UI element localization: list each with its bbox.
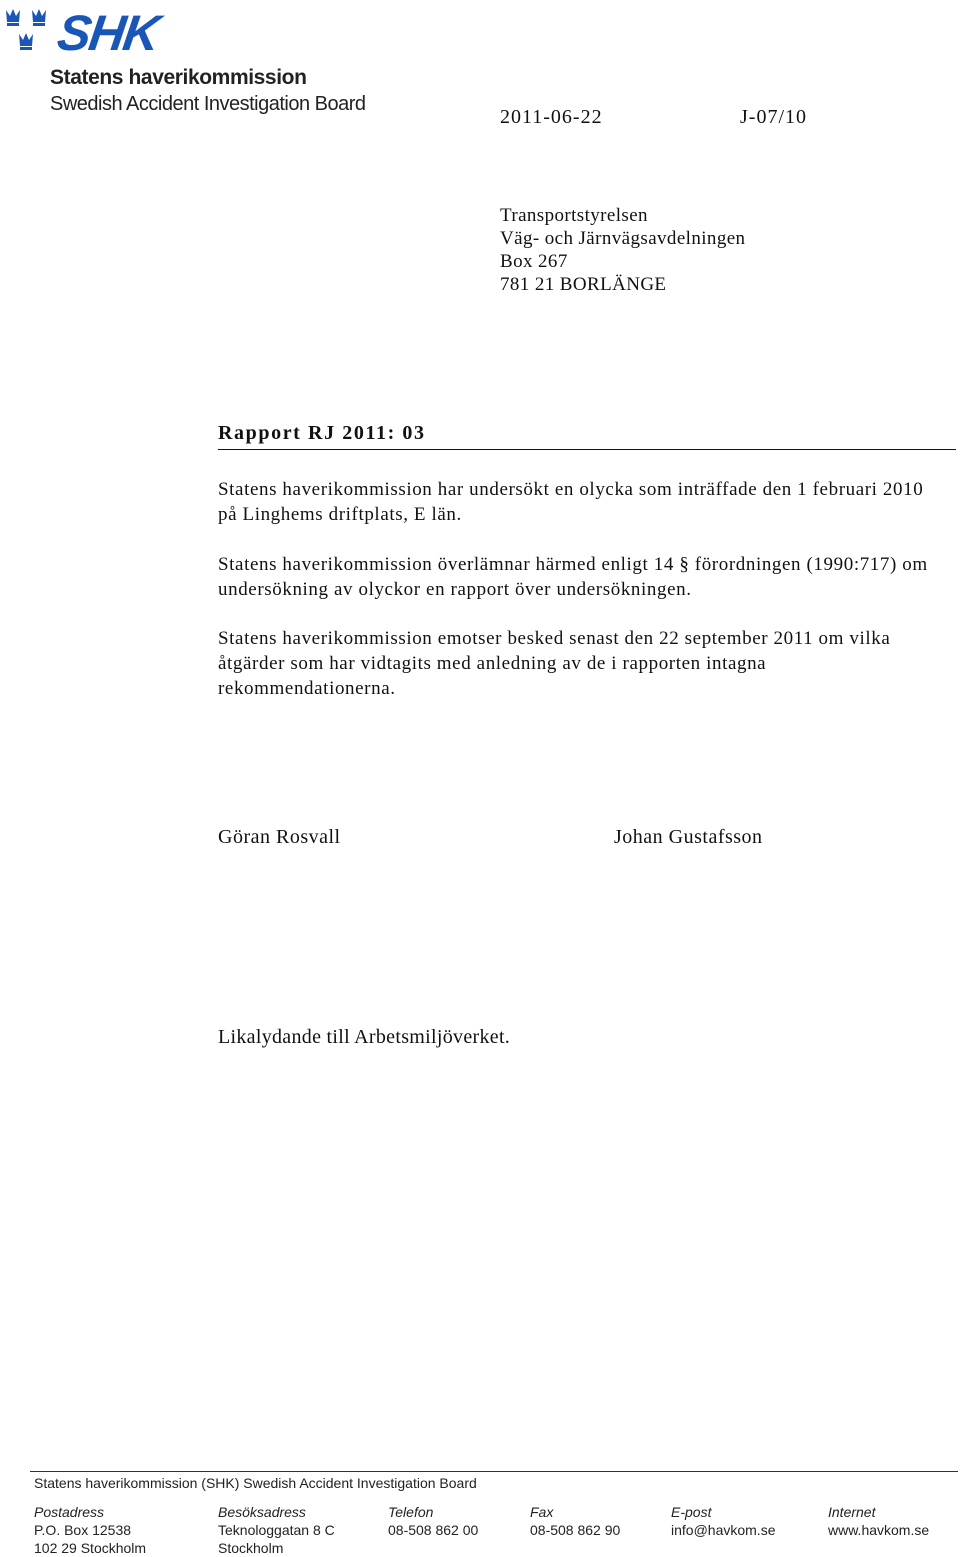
- footer-email: [671, 1503, 775, 1539]
- footer-heading: Postadress: [34, 1504, 105, 1520]
- footer-heading: Telefon: [388, 1504, 434, 1520]
- footer-org-name: Statens haverikommission (SHK) Swedish Accident Investigation Board: [34, 1475, 477, 1491]
- footer-value: 102 29 Stockholm: [34, 1540, 147, 1556]
- footer-heading: Internet: [828, 1504, 876, 1520]
- footer-heading: Fax: [530, 1504, 554, 1520]
- recipient-address: [500, 204, 745, 296]
- footer-heading: Besöksadress: [218, 1504, 306, 1520]
- footer-visiting-address: [218, 1503, 335, 1557]
- report-title: Rapport RJ 2011: 03: [218, 422, 426, 444]
- footer-value: P.O. Box 12538: [34, 1522, 132, 1538]
- signatory-right: Johan Gustafsson: [614, 826, 763, 848]
- footer-value: Stockholm: [218, 1540, 284, 1556]
- footer-heading: E-post: [671, 1504, 712, 1520]
- footer-value: 08-508 862 90: [530, 1522, 621, 1538]
- footer-website-link[interactable]: www.havkom.se: [828, 1522, 930, 1538]
- title-divider: [218, 449, 956, 450]
- address-line: Transportstyrelsen: [500, 205, 648, 226]
- address-line: Box 267: [500, 251, 568, 272]
- logo-mark: SHK: [54, 5, 162, 61]
- footer-email-link[interactable]: info@havkom.se: [671, 1522, 776, 1538]
- footer-divider: [30, 1471, 958, 1472]
- body-paragraph: Statens haverikommission emotser besked senast den 22 september 2011 om vilka åtgärder som har vidtagits med anledning av de i rapporten intagna rekommendationerna.: [218, 628, 891, 699]
- shk-logo: [4, 5, 366, 126]
- address-line: Väg- och Järnvägsavdelningen: [500, 228, 746, 249]
- footer-value: 08-508 862 00: [388, 1522, 479, 1538]
- footer-phone: [388, 1503, 478, 1539]
- footer-fax: [530, 1503, 620, 1539]
- footer-postal-address: [34, 1503, 146, 1557]
- copy-note: Likalydande till Arbetsmiljöverket.: [218, 1026, 511, 1048]
- address-line: 781 21 BORLÄNGE: [500, 274, 667, 295]
- org-name-swedish: Statens haverikommission: [50, 66, 307, 89]
- signatory-left: Göran Rosvall: [218, 826, 341, 848]
- body-paragraph: Statens haverikommission har undersökt en olycka som inträffade den 1 februari 2010 på Linghems driftplats, E län.: [218, 479, 924, 525]
- org-name-english: Swedish Accident Investigation Board: [50, 93, 366, 115]
- body-paragraph: Statens haverikommission överlämnar härmed enligt 14 § förordningen (1990:717) om undersökning av olyckor en rapport över undersökningen.: [218, 554, 928, 600]
- letter-date: 2011-06-22: [500, 106, 603, 128]
- three-crowns-icon: [4, 6, 56, 58]
- letter-reference: J-07/10: [740, 106, 807, 128]
- footer-internet: [828, 1503, 929, 1539]
- footer-value: Teknologgatan 8 C: [218, 1522, 335, 1538]
